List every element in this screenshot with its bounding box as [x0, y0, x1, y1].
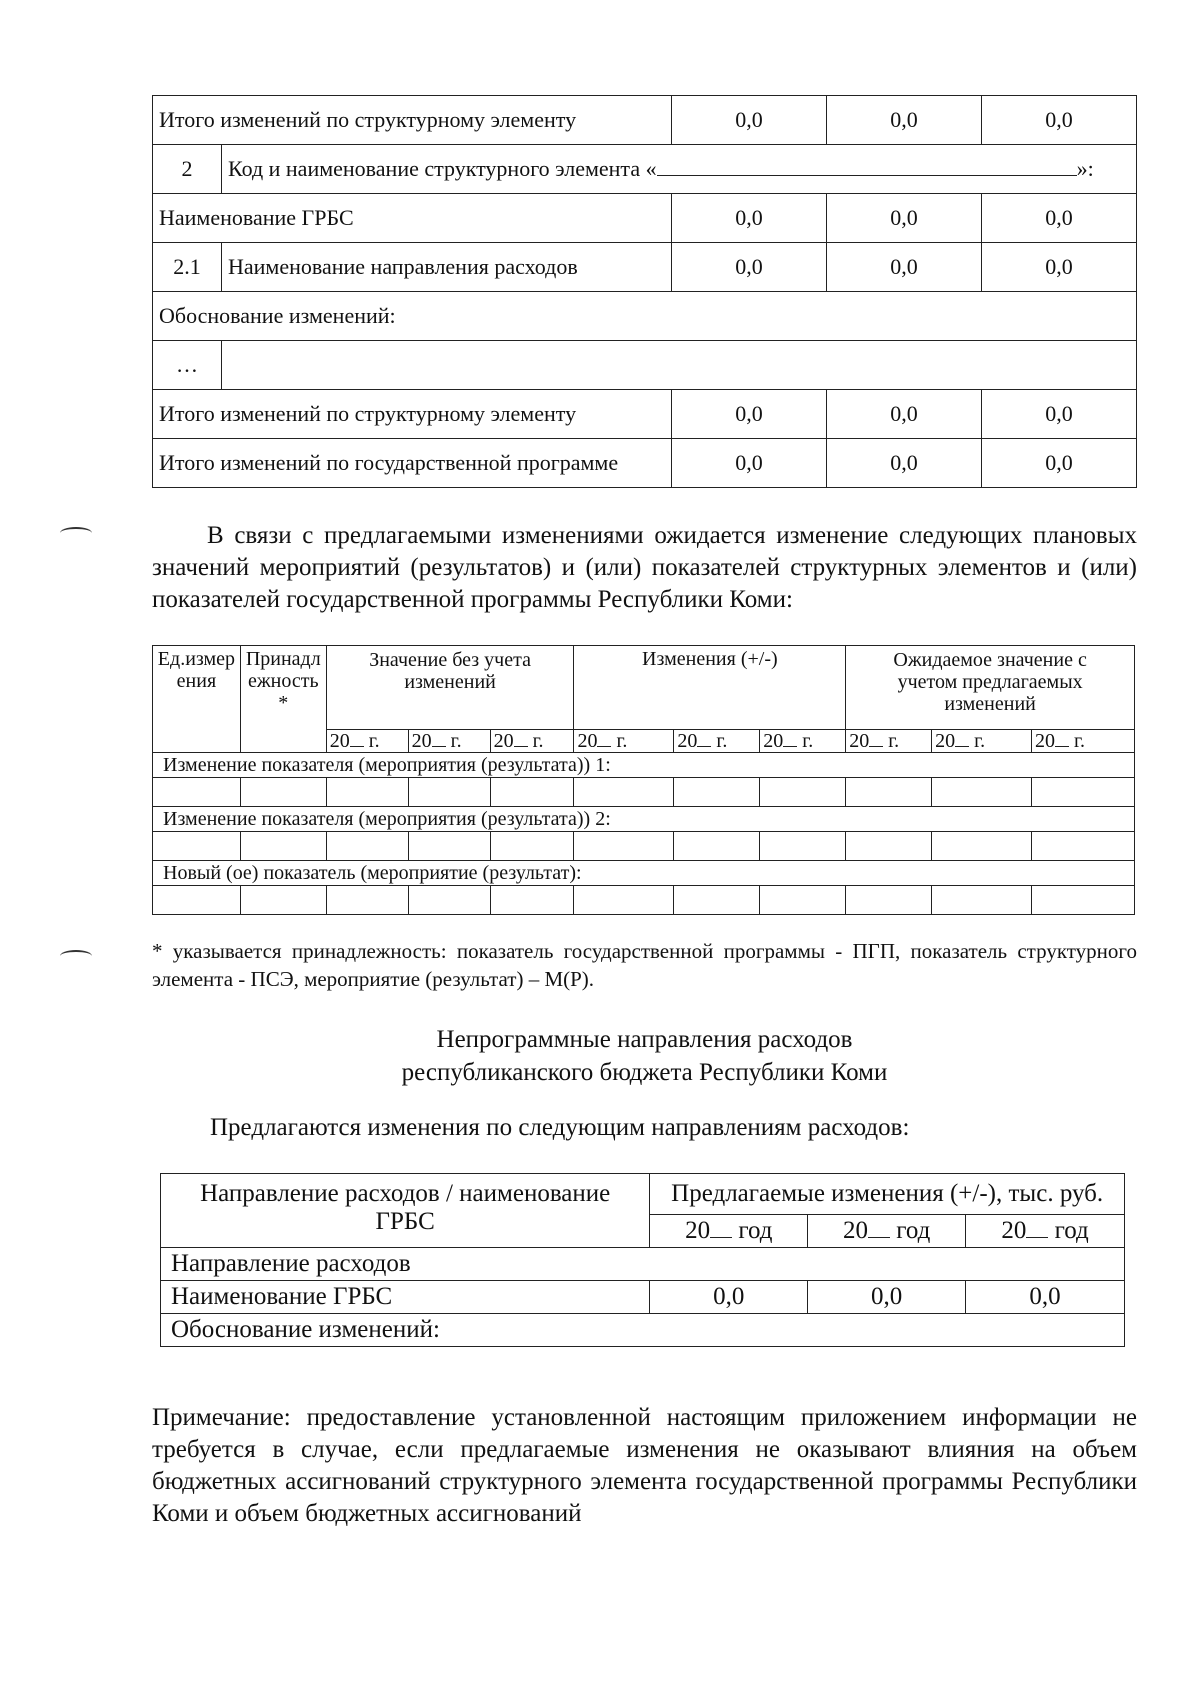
table-row: [153, 778, 1135, 807]
ellipsis-cell: …: [153, 341, 222, 390]
col-changes-header: Изменения (+/-): [574, 646, 846, 730]
heading-line: Непрограммные направления расходов: [436, 1026, 853, 1053]
value-cell: 0,0: [672, 439, 827, 488]
value-cell: 0,0: [982, 96, 1137, 145]
scan-mark: [60, 950, 92, 962]
indicators-table: [152, 645, 1135, 915]
heading-line: республиканского бюджета Республики Коми: [401, 1059, 888, 1086]
col-proposed-header: Предлагаемые изменения (+/-), тыс. руб.: [650, 1174, 1125, 1215]
table-row: [153, 807, 1135, 832]
value-cell: 0,0: [982, 439, 1137, 488]
year-cell: 20 год: [808, 1215, 966, 1248]
direction-label: Наименование направления расходов: [222, 243, 672, 292]
fill-blank-line: [657, 157, 1077, 176]
value-cell: 0,0: [827, 96, 982, 145]
value-cell: 0,0: [672, 243, 827, 292]
col-base-header: Значение без учета изменений: [326, 646, 574, 730]
table-row: [161, 1281, 1125, 1314]
total-program-label: Итого изменений по государственной программе: [153, 439, 672, 488]
value-cell: 0,0: [808, 1281, 966, 1314]
struct-code-cell: [222, 145, 1137, 194]
table-row: [153, 886, 1135, 915]
grbs-row-label: Наименование ГРБС: [161, 1281, 650, 1314]
table-row: [153, 292, 1137, 341]
change2-label: Изменение показателя (мероприятия (результата)) 2:: [153, 807, 1135, 832]
direction-row-label: Направление расходов: [161, 1248, 1125, 1281]
year-cell: 20 г.: [846, 730, 932, 753]
value-cell: 0,0: [672, 390, 827, 439]
table-header-row: [161, 1174, 1125, 1215]
row-index: 2: [153, 145, 222, 194]
struct-code-label: Код и наименование структурного элемента «: [228, 156, 657, 181]
year-cell: 20 год: [966, 1215, 1125, 1248]
year-cell: 20 г.: [574, 730, 674, 753]
empty-cell: [222, 341, 1137, 390]
value-cell: 0,0: [650, 1281, 808, 1314]
total-struct-label: Итого изменений по структурному элементу: [153, 390, 672, 439]
non-program-table: [160, 1173, 1125, 1347]
section-heading: [152, 1023, 1137, 1089]
year-cell: 20 год: [650, 1215, 808, 1248]
table-row: [153, 96, 1137, 145]
change1-label: Изменение показателя (мероприятия (результата)) 1:: [153, 753, 1135, 778]
table-row: [153, 861, 1135, 886]
proposal-text: Предлагаются изменения по следующим направлениям расходов:: [210, 1114, 910, 1141]
value-cell: 0,0: [966, 1281, 1125, 1314]
justification-row-label: Обоснование изменений:: [161, 1314, 1125, 1347]
new-indicator-label: Новый (ое) показатель (мероприятие (результат):: [153, 861, 1135, 886]
grbs-label: Наименование ГРБС: [153, 194, 672, 243]
expected-changes-paragraph: В связи с предлагаемыми изменениями ожидается изменение следующих плановых значений мероприятий (результатов) и (или) показателей структурных элементов и (или) показателей государственной программы Республики Коми:: [152, 522, 1137, 613]
program-changes-table: [152, 95, 1137, 488]
table-row: [153, 390, 1137, 439]
year-cell: 20 г.: [760, 730, 846, 753]
value-cell: 0,0: [672, 96, 827, 145]
value-cell: 0,0: [982, 194, 1137, 243]
year-cell: 20 г.: [1032, 730, 1135, 753]
value-cell: 0,0: [982, 243, 1137, 292]
scan-mark: [60, 527, 92, 539]
table-row: [161, 1248, 1125, 1281]
table-row: [153, 341, 1137, 390]
value-cell: 0,0: [827, 390, 982, 439]
footnote: * указывается принадлежность: показатель государственной программы - ПГП, показатель структурного элемента - ПСЭ, мероприятие (результат) – М(Р).: [152, 939, 1137, 991]
col-unit-header: Ед.измерения: [153, 646, 241, 753]
col-belong-header: Принадлежность *: [240, 646, 326, 753]
table-row: [153, 194, 1137, 243]
total-struct-label: Итого изменений по структурному элементу: [153, 96, 672, 145]
table-row: [153, 243, 1137, 292]
table-row: [161, 1314, 1125, 1347]
value-cell: 0,0: [827, 439, 982, 488]
year-cell: 20 г.: [326, 730, 408, 753]
year-cell: 20 г.: [408, 730, 490, 753]
row-index: 2.1: [153, 243, 222, 292]
value-cell: 0,0: [827, 243, 982, 292]
table-row: [153, 145, 1137, 194]
col-direction-header: Направление расходов / наименование ГРБС: [161, 1174, 650, 1248]
value-cell: 0,0: [827, 194, 982, 243]
table-row: [153, 439, 1137, 488]
value-cell: 0,0: [982, 390, 1137, 439]
col-expected-header: Ожидаемое значение с учетом предлагаемых изменений: [846, 646, 1135, 730]
table-row: [153, 753, 1135, 778]
struct-code-close: »:: [1076, 156, 1094, 181]
year-cell: 20 г.: [490, 730, 574, 753]
justification-label: Обоснование изменений:: [153, 292, 1137, 341]
year-cell: 20 г.: [674, 730, 760, 753]
note-paragraph: Примечание: предоставление установленной настоящим приложением информации не требуется в случае, если предлагаемые изменения не оказывают влияния на объем бюджетных ассигнований структурного элемента государственной программы Республики Коми и объем бюджетных ассигнований: [152, 1404, 1137, 1527]
table-header-row: [153, 646, 1135, 730]
table-row: [153, 832, 1135, 861]
year-cell: 20 г.: [932, 730, 1032, 753]
value-cell: 0,0: [672, 194, 827, 243]
